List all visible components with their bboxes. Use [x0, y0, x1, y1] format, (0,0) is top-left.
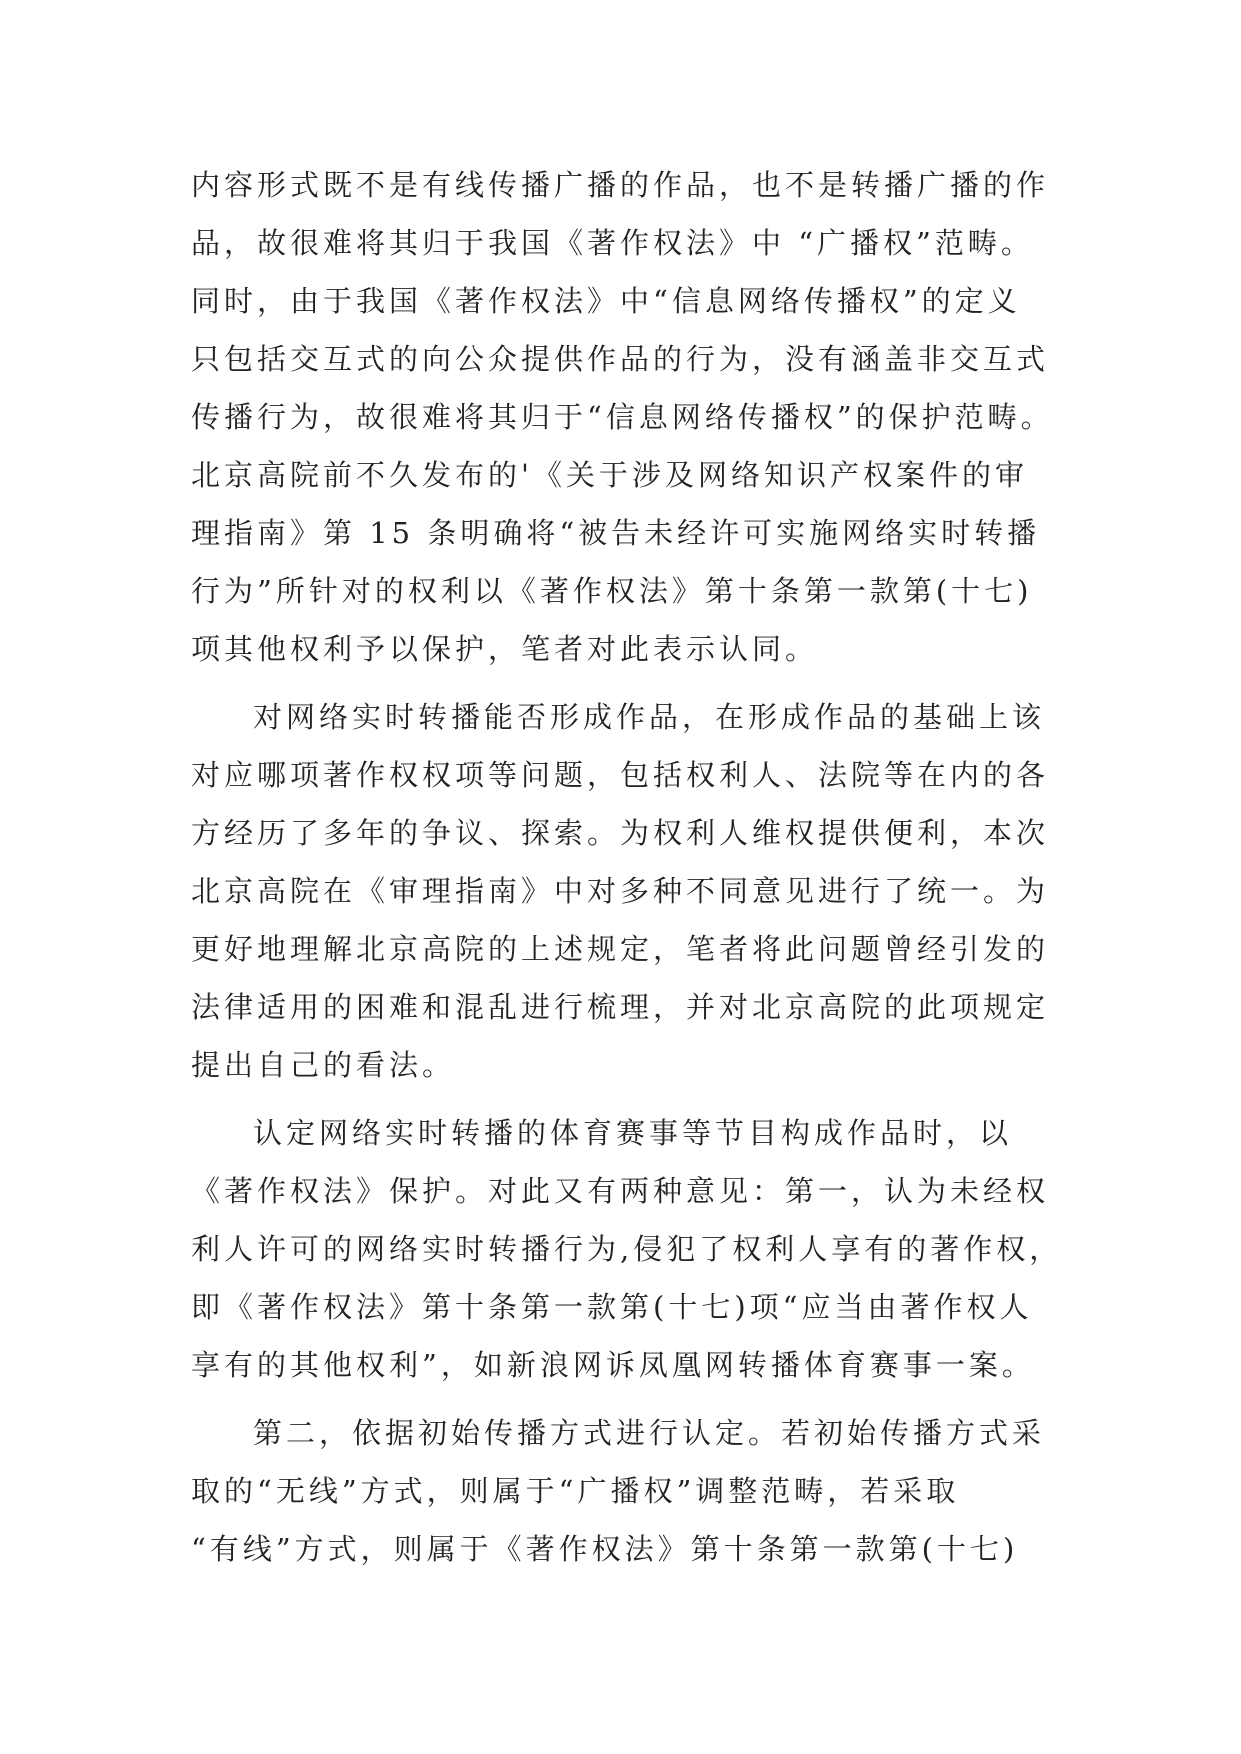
text-line: 行为”所针对的权利以《著作权法》第十条第一款第(十七): [191, 574, 1033, 608]
text-line: 传播行为，故很难将其归于“信息网络传播权”的保护范畴。: [191, 400, 1054, 434]
text-line: 法律适用的困难和混乱进行梳理，并对北京高院的此项规定: [191, 990, 1050, 1024]
paragraph-2: [191, 688, 1071, 1094]
document-body: [191, 156, 1071, 1578]
text-line: 取的“无线”方式，则属于“广播权”调整范畴，若采取: [191, 1474, 960, 1508]
paragraph-spacer: [191, 1394, 1071, 1404]
paragraph-4: [191, 1404, 1071, 1578]
text-line: “有线”方式，则属于《著作权法》第十条第一款第(十七): [191, 1532, 1019, 1566]
text-line: 北京高院前不久发布的'《关于涉及网络知识产权案件的审: [191, 458, 1028, 492]
text-line: 即《著作权法》第十条第一款第(十七)项“应当由著作权人: [191, 1290, 1033, 1324]
text-line: 提出自己的看法。: [191, 1048, 456, 1082]
text-line: 同时，由于我国《著作权法》中“信息网络传播权”的定义: [191, 284, 1021, 318]
paragraph-spacer: [191, 1094, 1071, 1104]
text-line: 北京高院在《审理指南》中对多种不同意见进行了统一。为: [191, 874, 1050, 908]
text-line: 项其他权利予以保护，笔者对此表示认同。: [191, 632, 819, 666]
text-line: 只包括交互式的向公众提供作品的行为，没有涵盖非交互式: [191, 342, 1050, 376]
paragraph-3: [191, 1104, 1071, 1394]
text-line: 理指南》第 15 条明确将“被告未经许可实施网络实时转播: [191, 516, 1041, 550]
text-line: 对应哪项著作权权项等问题，包括权利人、法院等在内的各: [191, 758, 1050, 792]
text-line: 对网络实时转播能否形成作品，在形成作品的基础上该: [253, 700, 1046, 734]
text-line: 更好地理解北京高院的上述规定，笔者将此问题曾经引发的: [191, 932, 1050, 966]
text-line: 认定网络实时转播的体育赛事等节目构成作品时，以: [253, 1116, 1013, 1150]
paragraph-spacer: [191, 678, 1071, 688]
text-line: 享有的其他权利”，如新浪网诉凤凰网转播体育赛事一案。: [191, 1348, 1035, 1382]
text-line: 利人许可的网络实时转播行为,侵犯了权利人享有的著作权，: [191, 1232, 1063, 1266]
text-line: 《著作权法》保护。对此又有两种意见：第一，认为未经权: [191, 1174, 1050, 1208]
text-line: 内容形式既不是有线传播广播的作品，也不是转播广播的作: [191, 168, 1050, 202]
paragraph-1: [191, 156, 1071, 678]
text-line: 品，故很难将其归于我国《著作权法》中 “广播权”范畴。: [191, 226, 1034, 260]
text-line: 第二，依据初始传播方式进行认定。若初始传播方式采: [253, 1416, 1046, 1450]
text-line: 方经历了多年的争议、探索。为权利人维权提供便利，本次: [191, 816, 1050, 850]
